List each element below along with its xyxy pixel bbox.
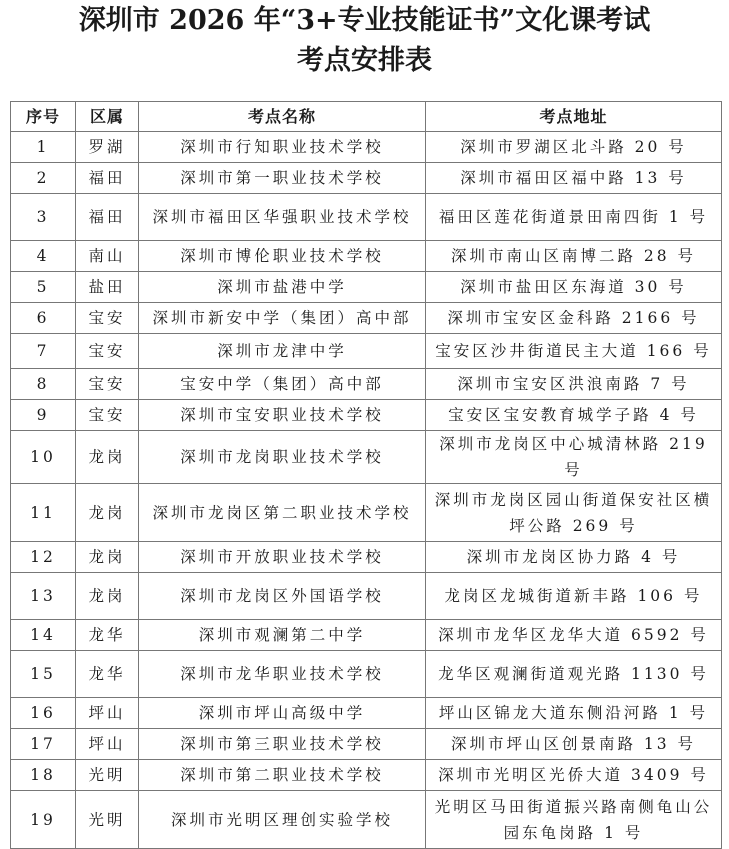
cell-index: 1 <box>11 132 76 163</box>
cell-site-name: 深圳市光明区理创实验学校 <box>139 791 426 849</box>
exam-site-table <box>10 101 722 849</box>
cell-site-name: 深圳市博伦职业技术学校 <box>139 241 426 272</box>
header-site-address: 考点地址 <box>426 102 722 132</box>
cell-index: 9 <box>11 400 76 431</box>
cell-site-address: 宝安区宝安教育城学子路 4 号 <box>426 400 722 431</box>
cell-district: 福田 <box>76 163 139 194</box>
cell-district: 龙岗 <box>76 573 139 620</box>
cell-index: 14 <box>11 620 76 651</box>
cell-site-address: 坪山区锦龙大道东侧沿河路 1 号 <box>426 698 722 729</box>
cell-district: 光明 <box>76 760 139 791</box>
cell-site-name: 深圳市观澜第二中学 <box>139 620 426 651</box>
table-row <box>11 698 722 729</box>
cell-site-address: 深圳市盐田区东海道 30 号 <box>426 272 722 303</box>
cell-index: 13 <box>11 573 76 620</box>
cell-district: 光明 <box>76 791 139 849</box>
cell-index: 11 <box>11 484 76 542</box>
cell-site-address: 深圳市宝安区洪浪南路 7 号 <box>426 369 722 400</box>
cell-site-name: 宝安中学（集团）高中部 <box>139 369 426 400</box>
table-header-row <box>11 102 722 132</box>
cell-site-address: 深圳市福田区福中路 13 号 <box>426 163 722 194</box>
cell-site-name: 深圳市盐港中学 <box>139 272 426 303</box>
cell-district: 龙华 <box>76 651 139 698</box>
header-site-name: 考点名称 <box>139 102 426 132</box>
table-row <box>11 132 722 163</box>
cell-district: 坪山 <box>76 698 139 729</box>
table-row <box>11 651 722 698</box>
table-row <box>11 791 722 849</box>
cell-index: 4 <box>11 241 76 272</box>
cell-district: 宝安 <box>76 369 139 400</box>
cell-index: 3 <box>11 194 76 241</box>
cell-site-name: 深圳市坪山高级中学 <box>139 698 426 729</box>
cell-index: 16 <box>11 698 76 729</box>
cell-site-address: 深圳市龙岗区协力路 4 号 <box>426 542 722 573</box>
cell-index: 17 <box>11 729 76 760</box>
cell-index: 8 <box>11 369 76 400</box>
table-row <box>11 573 722 620</box>
cell-site-address: 深圳市南山区南博二路 28 号 <box>426 241 722 272</box>
cell-index: 7 <box>11 334 76 369</box>
document-subtitle: 考点安排表 <box>297 45 432 76</box>
cell-site-name: 深圳市第一职业技术学校 <box>139 163 426 194</box>
cell-site-address: 深圳市罗湖区北斗路 20 号 <box>426 132 722 163</box>
cell-district: 龙岗 <box>76 484 139 542</box>
table-row <box>11 334 722 369</box>
cell-site-address: 光明区马田街道振兴路南侧龟山公园东龟岗路 1 号 <box>426 791 722 849</box>
cell-site-address: 深圳市龙岗区园山街道保安社区横坪公路 269 号 <box>426 484 722 542</box>
table-row <box>11 542 722 573</box>
table-row <box>11 484 722 542</box>
cell-index: 10 <box>11 431 76 484</box>
table-row <box>11 620 722 651</box>
cell-site-address: 宝安区沙井街道民主大道 166 号 <box>426 334 722 369</box>
cell-district: 罗湖 <box>76 132 139 163</box>
cell-site-name: 深圳市龙华职业技术学校 <box>139 651 426 698</box>
cell-district: 坪山 <box>76 729 139 760</box>
cell-site-name: 深圳市新安中学（集团）高中部 <box>139 303 426 334</box>
cell-site-address: 龙华区观澜街道观光路 1130 号 <box>426 651 722 698</box>
cell-district: 龙岗 <box>76 542 139 573</box>
cell-index: 19 <box>11 791 76 849</box>
header-index: 序号 <box>11 102 76 132</box>
cell-index: 5 <box>11 272 76 303</box>
cell-district: 宝安 <box>76 303 139 334</box>
table-row <box>11 369 722 400</box>
cell-site-name: 深圳市福田区华强职业技术学校 <box>139 194 426 241</box>
cell-site-address: 深圳市龙岗区中心城清林路 219 号 <box>426 431 722 484</box>
cell-site-name: 深圳市龙津中学 <box>139 334 426 369</box>
table-row <box>11 431 722 484</box>
cell-district: 福田 <box>76 194 139 241</box>
cell-district: 宝安 <box>76 334 139 369</box>
cell-site-address: 深圳市龙华区龙华大道 6592 号 <box>426 620 722 651</box>
table-row <box>11 163 722 194</box>
cell-site-address: 龙岗区龙城街道新丰路 106 号 <box>426 573 722 620</box>
cell-index: 2 <box>11 163 76 194</box>
cell-district: 龙华 <box>76 620 139 651</box>
table-row <box>11 272 722 303</box>
table-row <box>11 194 722 241</box>
cell-site-name: 深圳市第三职业技术学校 <box>139 729 426 760</box>
header-district: 区属 <box>76 102 139 132</box>
table-row <box>11 760 722 791</box>
table-row <box>11 241 722 272</box>
cell-district: 南山 <box>76 241 139 272</box>
cell-district: 龙岗 <box>76 431 139 484</box>
cell-index: 18 <box>11 760 76 791</box>
cell-site-name: 深圳市第二职业技术学校 <box>139 760 426 791</box>
cell-index: 12 <box>11 542 76 573</box>
table-row <box>11 303 722 334</box>
cell-site-address: 深圳市光明区光侨大道 3409 号 <box>426 760 722 791</box>
cell-district: 宝安 <box>76 400 139 431</box>
table-row <box>11 729 722 760</box>
cell-site-name: 深圳市龙岗职业技术学校 <box>139 431 426 484</box>
cell-site-address: 深圳市坪山区创景南路 13 号 <box>426 729 722 760</box>
cell-site-name: 深圳市开放职业技术学校 <box>139 542 426 573</box>
table-row <box>11 400 722 431</box>
cell-index: 6 <box>11 303 76 334</box>
document-title: 深圳市 2026 年“3+专业技能证书”文化课考试 <box>78 5 651 36</box>
cell-district: 盐田 <box>76 272 139 303</box>
cell-site-name: 深圳市行知职业技术学校 <box>139 132 426 163</box>
cell-index: 15 <box>11 651 76 698</box>
cell-site-address: 福田区莲花街道景田南四街 1 号 <box>426 194 722 241</box>
cell-site-name: 深圳市宝安职业技术学校 <box>139 400 426 431</box>
cell-site-address: 深圳市宝安区金科路 2166 号 <box>426 303 722 334</box>
cell-site-name: 深圳市龙岗区外国语学校 <box>139 573 426 620</box>
cell-site-name: 深圳市龙岗区第二职业技术学校 <box>139 484 426 542</box>
